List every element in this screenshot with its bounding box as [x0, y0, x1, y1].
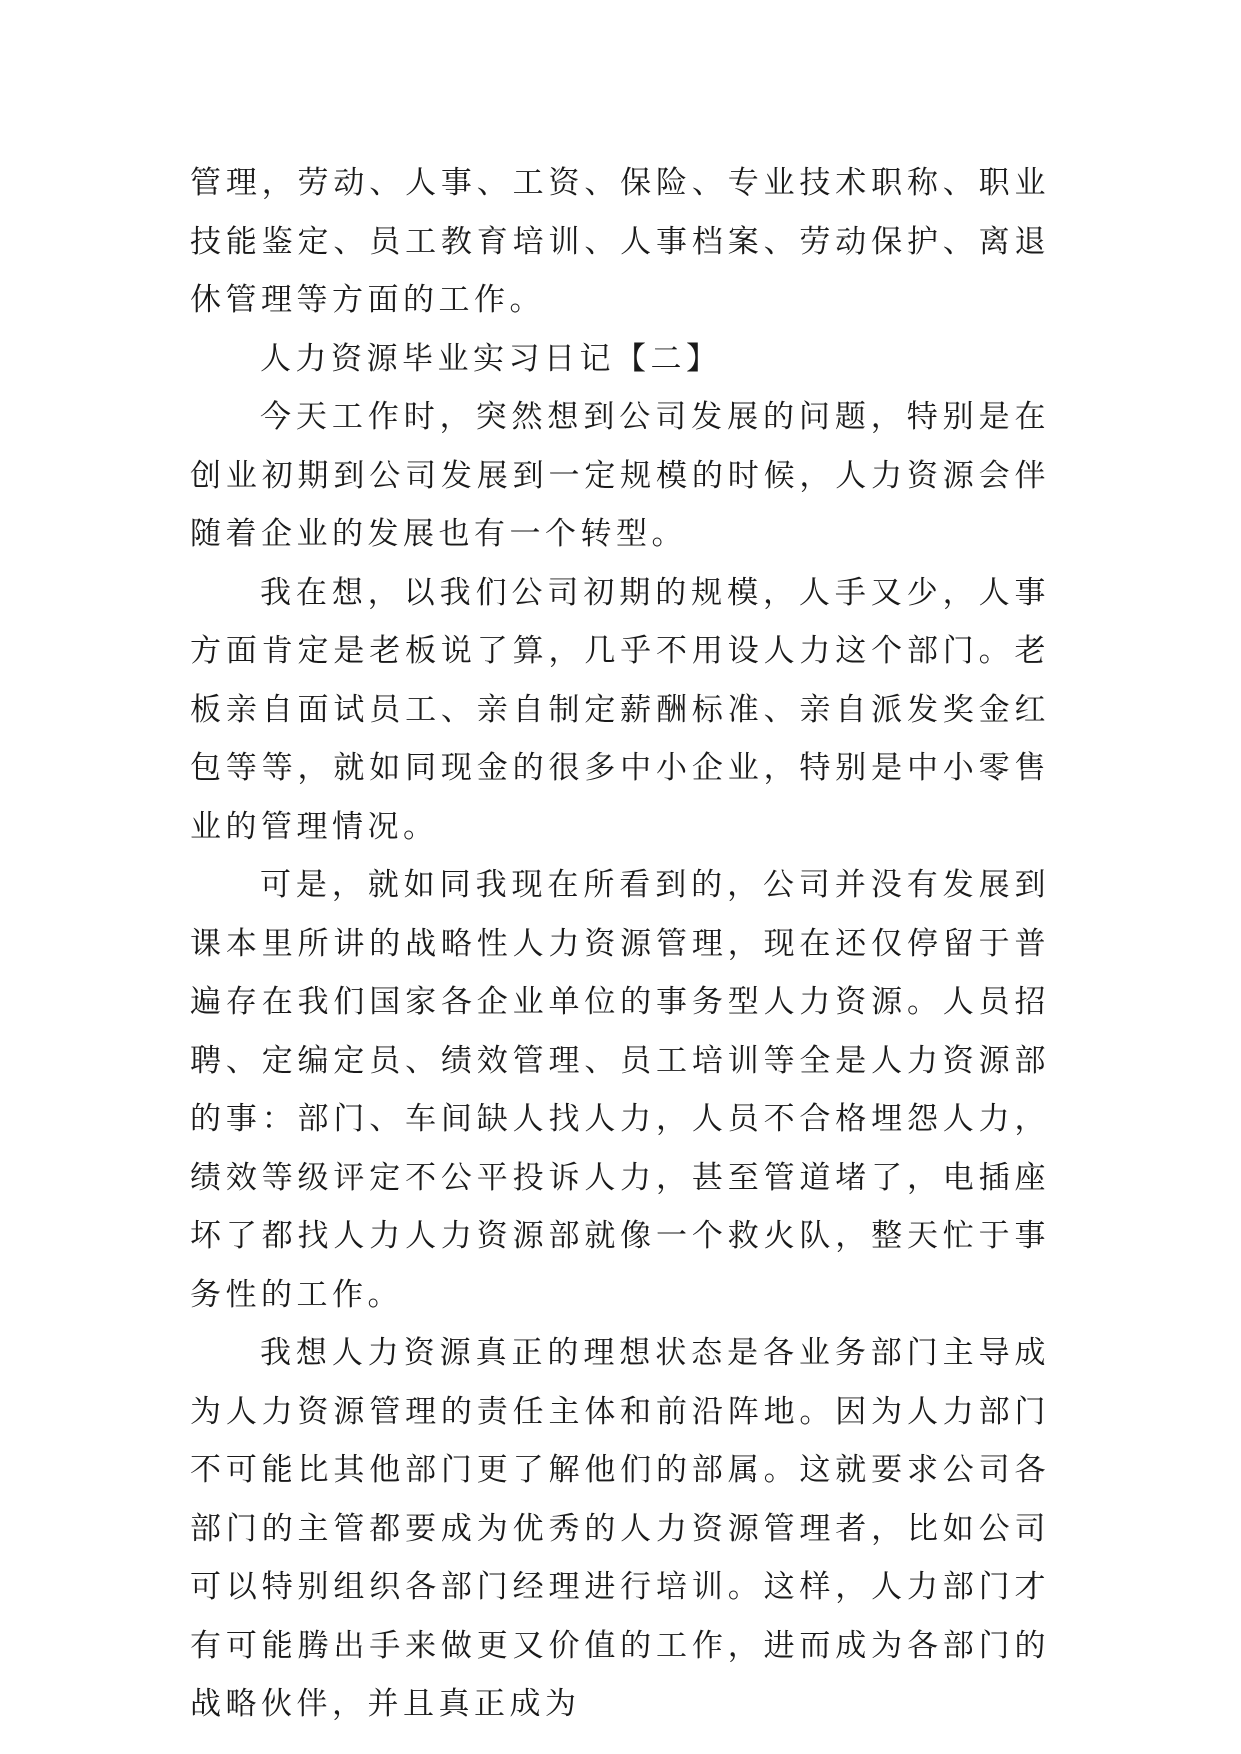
paragraph: 今天工作时，突然想到公司发展的问题，特别是在创业初期到公司发展到一定规模的时候，人力资源会伴随着企业的发展也有一个转型。 [190, 399, 1050, 552]
paragraph-continuation: 管理，劳动、人事、工资、保险、专业技术职称、职业技能鉴定、员工教育培训、人事档案、劳动保护、离退休管理等方面的工作。 [190, 165, 1050, 318]
section-heading: 人力资源毕业实习日记【二】 [260, 340, 722, 377]
paragraph: 我想人力资源真正的理想状态是各业务部门主导成为人力资源管理的责任主体和前沿阵地。因为人力部门不可能比其他部门更了解他们的部属。这就要求公司各部门的主管都要成为优秀的人力资源管理者，比如公司可以特别组织各部门经理进行培训。这样，人力部门才有可能腾出手来做更又价值的工作，进而成为各部门的战略伙伴，并且真正成为 [190, 1335, 1050, 1722]
paragraph: 我在想，以我们公司初期的规模，人手又少，人事方面肯定是老板说了算，几乎不用设人力这个部门。老板亲自面试员工、亲自制定薪酬标准、亲自派发奖金红包等等，就如同现金的很多中小企业，特别是中小零售业的管理情况。 [190, 574, 1050, 845]
document-body [190, 154, 1050, 1734]
paragraph: 可是，就如同我现在所看到的，公司并没有发展到课本里所讲的战略性人力资源管理，现在还仅停留于普遍存在我们国家各企业单位的事务型人力资源。人员招聘、定编定员、绩效管理、员工培训等全是人力资源部的事：部门、车间缺人找人力，人员不合格埋怨人力，绩效等级评定不公平投诉人力，甚至管道堵了，电插座坏了都找人力人力资源部就像一个救火队，整天忙于事务性的工作。 [190, 867, 1050, 1313]
